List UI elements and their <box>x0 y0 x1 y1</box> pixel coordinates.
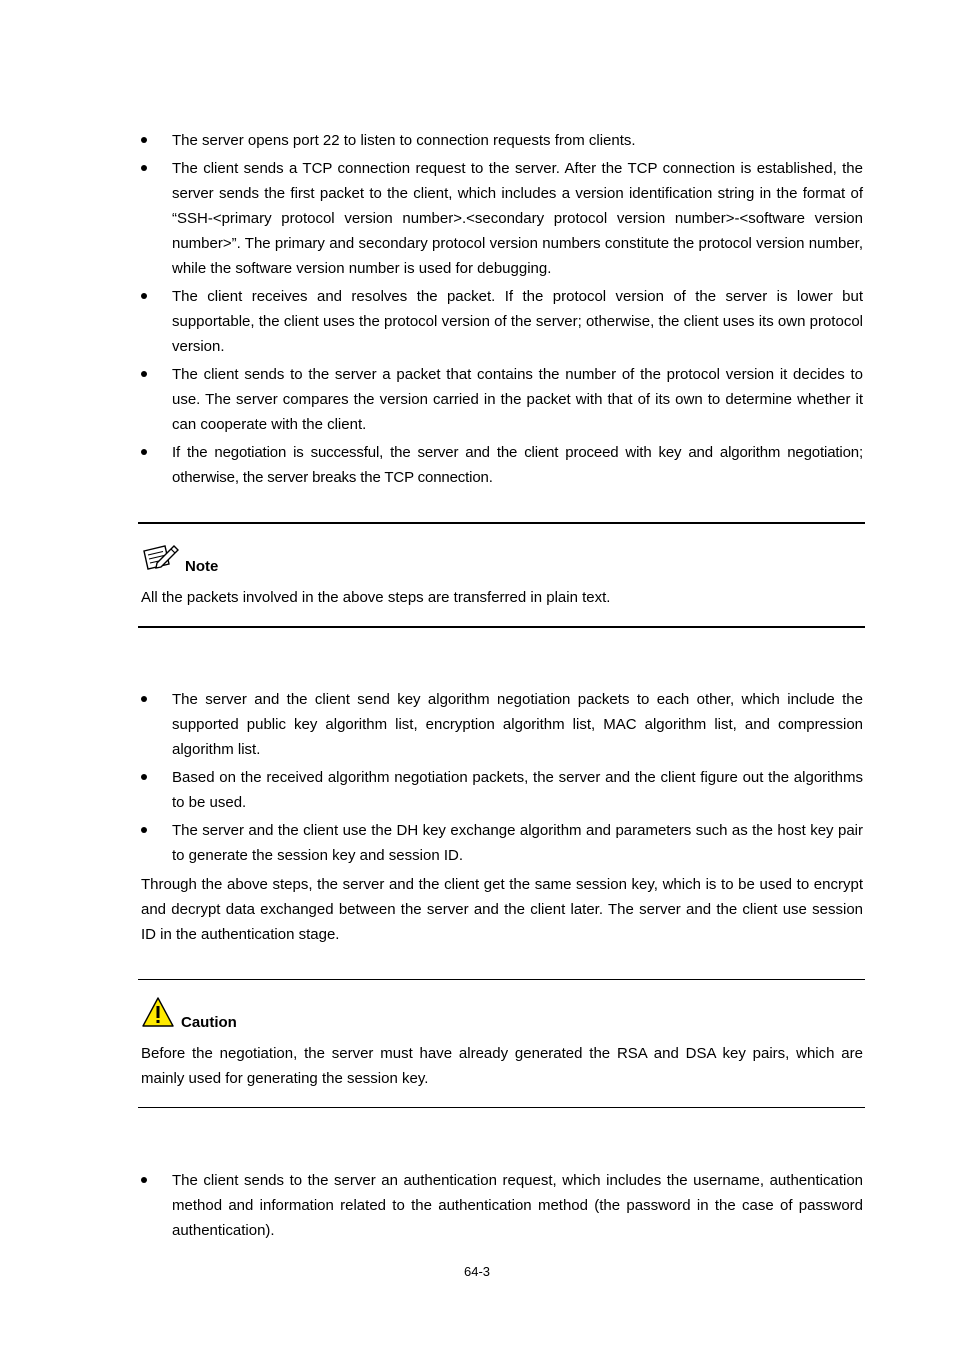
section1-bullet-list <box>141 128 863 493</box>
note-text: All the packets involved in the above steps are transferred in plain text. <box>141 589 611 606</box>
bullet-dot <box>141 774 147 780</box>
section2-bullet-list <box>141 687 863 871</box>
caution-label: Caution <box>181 1014 237 1031</box>
bullet-dot <box>141 1177 147 1183</box>
list-item: The client receives and resolves the packet. If the protocol version of the server is lower but supportable, the client uses the protocol version of the server; otherwise, the client uses its own protocol version. <box>141 284 863 359</box>
bullet-dot <box>141 371 147 377</box>
list-item: The server and the client send key algorithm negotiation packets to each other, which include the supported public key algorithm list, encryption algorithm list, MAC algorithm list, and compression algorithm list. <box>141 687 863 762</box>
bullet-dot <box>141 165 147 171</box>
note-bottom-rule <box>138 626 865 628</box>
caution-header <box>141 996 237 1032</box>
list-item: The server and the client use the DH key exchange algorithm and parameters such as the host key pair to generate the session key and session ID. <box>141 818 863 868</box>
bullet-dot <box>141 449 147 455</box>
section2-paragraph: Through the above steps, the server and the client get the same session key, which is to be used to encrypt and decrypt data exchanged between the server and the client later. The server and the client use session ID in the authentication stage. <box>141 876 863 943</box>
note-label: Note <box>185 558 219 575</box>
list-item: If the negotiation is successful, the server and the client proceed with key and algorithm negotiation; otherwise, the server breaks the TCP connection. <box>141 440 863 490</box>
list-item: The client sends to the server an authentication request, which includes the username, authentication method and information related to the authentication method (the password in the case of password authentication). <box>141 1168 863 1243</box>
note-top-rule <box>138 522 865 524</box>
bullet-dot <box>141 137 147 143</box>
bullet-dot <box>141 293 147 299</box>
list-item: The client sends a TCP connection request to the server. After the TCP connection is established, the server sends the first packet to the client, which includes a version identification string in the format of “SSH-<primary protocol version number>.<secondary protocol version number>-<software version number>”. The primary and secondary protocol version numbers constitute the protocol version number, while the software version number is used for debugging. <box>141 156 863 281</box>
bullet-dot <box>141 696 147 702</box>
caution-text: Before the negotiation, the server must have already generated the RSA and DSA key pairs, which are mainly used for generating the session key. <box>141 1045 863 1087</box>
bullet-dot <box>141 827 147 833</box>
note-pencil-icon <box>141 542 179 576</box>
caution-top-rule <box>138 979 865 980</box>
note-header <box>141 542 218 576</box>
list-item: Based on the received algorithm negotiation packets, the server and the client figure out the algorithms to be used. <box>141 765 863 815</box>
section3-bullet-list <box>141 1168 863 1246</box>
caution-bottom-rule <box>138 1107 865 1108</box>
list-item: The server opens port 22 to listen to connection requests from clients. <box>141 128 863 153</box>
warning-triangle-icon <box>141 996 175 1032</box>
list-item: The client sends to the server a packet that contains the number of the protocol version it decides to use. The server compares the version carried in the packet with that of its own to determine whether it can cooperate with the client. <box>141 362 863 437</box>
page-number: 64-3 <box>463 1264 491 1279</box>
